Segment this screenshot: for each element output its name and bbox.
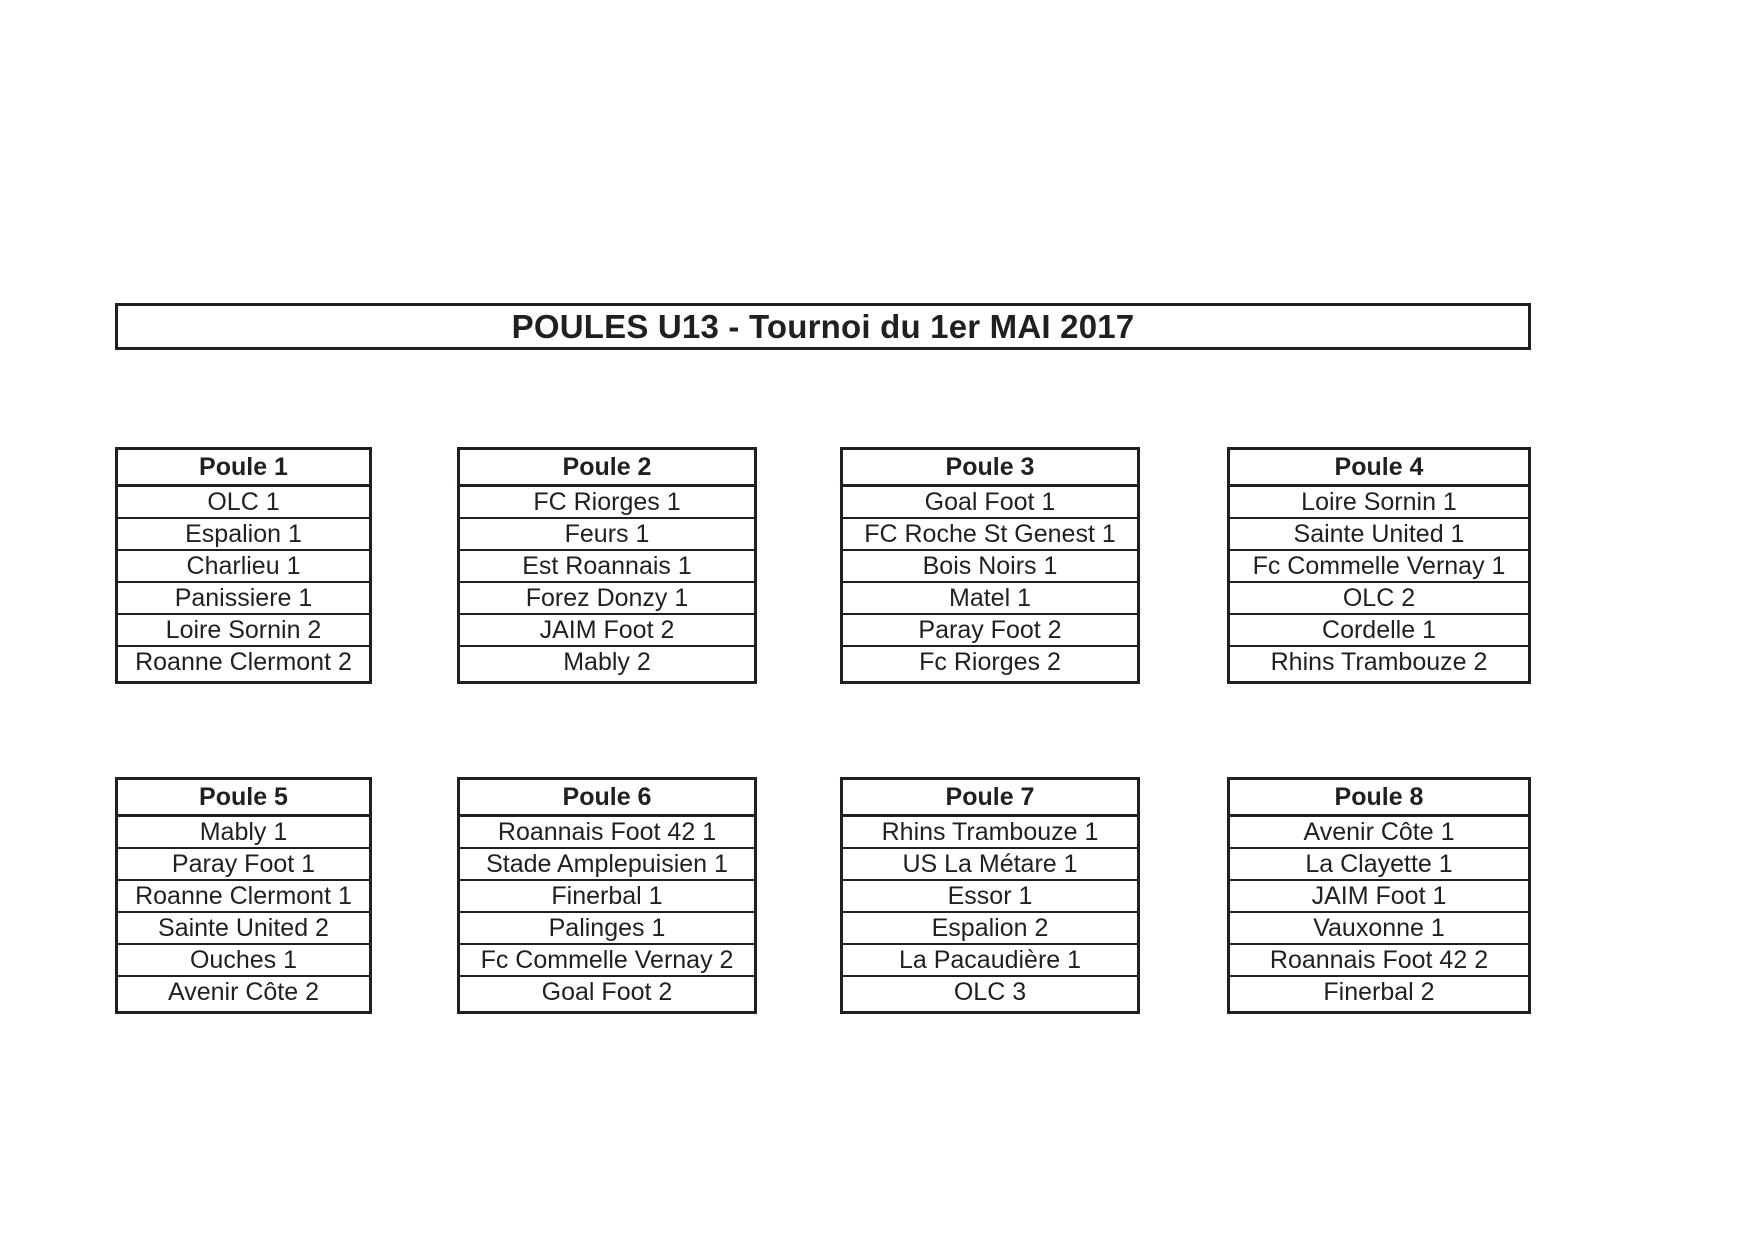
team-cell: Bois Noirs 1 — [843, 549, 1137, 581]
team-cell: Charlieu 1 — [118, 549, 369, 581]
team-cell: Est Roannais 1 — [460, 549, 754, 581]
team-cell: Ouches 1 — [118, 943, 369, 975]
team-cell: Finerbal 1 — [460, 879, 754, 911]
team-cell: Loire Sornin 1 — [1230, 485, 1528, 517]
team-cell: Goal Foot 1 — [843, 485, 1137, 517]
poule-7-table — [840, 777, 1140, 1014]
team-cell: Vauxonne 1 — [1230, 911, 1528, 943]
team-cell: Roannais Foot 42 2 — [1230, 943, 1528, 975]
team-cell: Fc Commelle Vernay 1 — [1230, 549, 1528, 581]
team-cell: OLC 1 — [118, 485, 369, 517]
team-cell: Paray Foot 1 — [118, 847, 369, 879]
team-cell: Rhins Trambouze 1 — [843, 815, 1137, 847]
team-cell: Mably 2 — [460, 645, 754, 677]
team-cell: Essor 1 — [843, 879, 1137, 911]
poule-1-table — [115, 447, 372, 684]
team-cell: Espalion 2 — [843, 911, 1137, 943]
team-cell: US La Métare 1 — [843, 847, 1137, 879]
team-cell: Finerbal 2 — [1230, 975, 1528, 1007]
team-cell: Sainte United 1 — [1230, 517, 1528, 549]
poule-4-table — [1227, 447, 1531, 684]
team-cell: La Pacaudière 1 — [843, 943, 1137, 975]
poule-6-table — [457, 777, 757, 1014]
poule-8-table — [1227, 777, 1531, 1014]
team-cell: Forez Donzy 1 — [460, 581, 754, 613]
team-cell: Panissiere 1 — [118, 581, 369, 613]
team-cell: Sainte United 2 — [118, 911, 369, 943]
team-cell: Stade Amplepuisien 1 — [460, 847, 754, 879]
poule-3-table — [840, 447, 1140, 684]
team-cell: Espalion 1 — [118, 517, 369, 549]
poule-header: Poule 8 — [1230, 780, 1528, 815]
team-cell: Avenir Côte 1 — [1230, 815, 1528, 847]
team-cell: Loire Sornin 2 — [118, 613, 369, 645]
team-cell: Feurs 1 — [460, 517, 754, 549]
team-cell: OLC 3 — [843, 975, 1137, 1007]
team-cell: Matel 1 — [843, 581, 1137, 613]
team-cell: Roanne Clermont 1 — [118, 879, 369, 911]
team-cell: Fc Riorges 2 — [843, 645, 1137, 677]
team-cell: JAIM Foot 2 — [460, 613, 754, 645]
poule-header: Poule 5 — [118, 780, 369, 815]
team-cell: Goal Foot 2 — [460, 975, 754, 1007]
poule-2-table — [457, 447, 757, 684]
team-cell: Roanne Clermont 2 — [118, 645, 369, 677]
team-cell: La Clayette 1 — [1230, 847, 1528, 879]
team-cell: JAIM Foot 1 — [1230, 879, 1528, 911]
poule-header: Poule 1 — [118, 450, 369, 485]
team-cell: OLC 2 — [1230, 581, 1528, 613]
poule-5-table — [115, 777, 372, 1014]
team-cell: Fc Commelle Vernay 2 — [460, 943, 754, 975]
poule-header: Poule 6 — [460, 780, 754, 815]
team-cell: Cordelle 1 — [1230, 613, 1528, 645]
team-cell: Mably 1 — [118, 815, 369, 847]
poule-header: Poule 3 — [843, 450, 1137, 485]
team-cell: FC Riorges 1 — [460, 485, 754, 517]
team-cell: Avenir Côte 2 — [118, 975, 369, 1007]
team-cell: Palinges 1 — [460, 911, 754, 943]
team-cell: Roannais Foot 42 1 — [460, 815, 754, 847]
team-cell: Paray Foot 2 — [843, 613, 1137, 645]
poule-header: Poule 4 — [1230, 450, 1528, 485]
page-title: POULES U13 - Tournoi du 1er MAI 2017 — [115, 303, 1531, 350]
poule-header: Poule 7 — [843, 780, 1137, 815]
team-cell: FC Roche St Genest 1 — [843, 517, 1137, 549]
poule-header: Poule 2 — [460, 450, 754, 485]
team-cell: Rhins Trambouze 2 — [1230, 645, 1528, 677]
